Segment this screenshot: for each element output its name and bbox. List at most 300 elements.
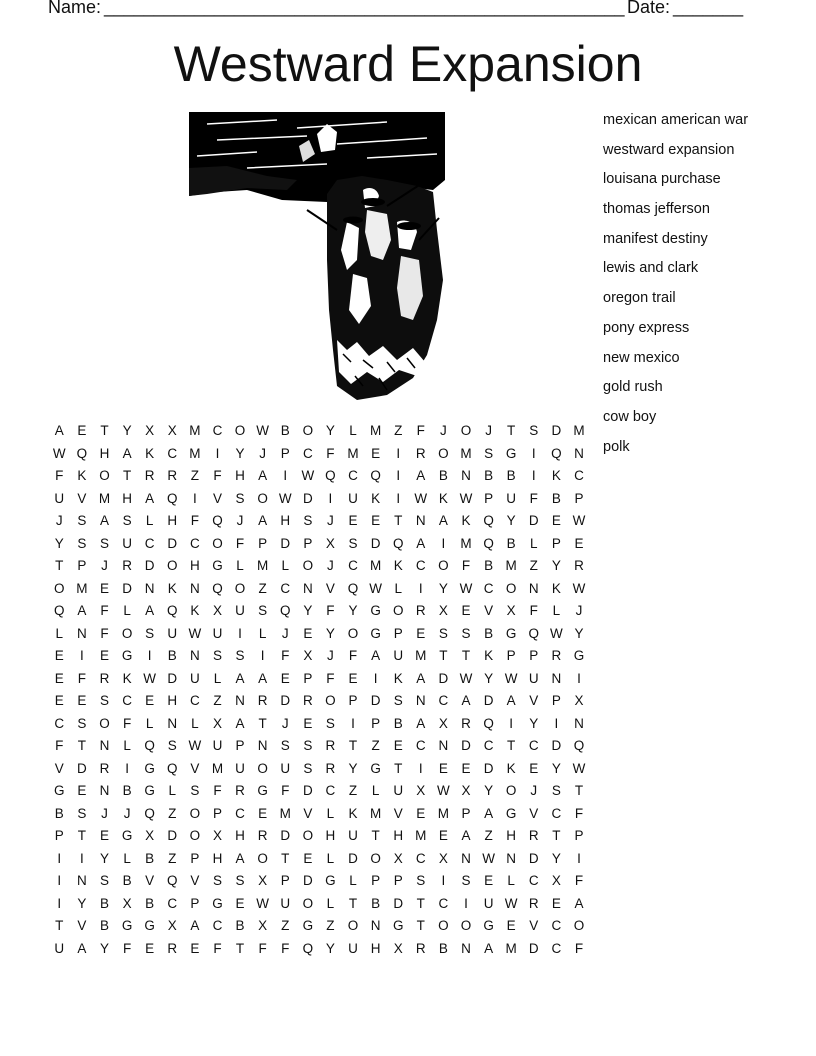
grid-letter[interactable]: X	[393, 850, 403, 866]
grid-letter[interactable]: T	[235, 940, 245, 956]
grid-letter[interactable]: U	[189, 670, 200, 686]
grid-letter[interactable]: Q	[167, 603, 178, 618]
grid-letter[interactable]: D	[393, 895, 404, 911]
grid-letter[interactable]: C	[144, 535, 155, 551]
grid-letter[interactable]: R	[528, 828, 539, 843]
grid-letter[interactable]: O	[302, 828, 314, 843]
grid-letter[interactable]: B	[438, 940, 448, 956]
grid-letter[interactable]: C	[212, 423, 223, 438]
grid-letter[interactable]: F	[213, 783, 222, 798]
grid-letter[interactable]: U	[528, 670, 539, 686]
grid-letter[interactable]: E	[438, 760, 448, 776]
grid-letter[interactable]: F	[55, 738, 64, 753]
grid-letter[interactable]: D	[551, 423, 562, 438]
grid-letter[interactable]: C	[551, 805, 562, 821]
grid-letter[interactable]: S	[167, 738, 177, 753]
grid-letter[interactable]: P	[54, 828, 64, 843]
grid-letter[interactable]: C	[167, 895, 178, 911]
grid-letter[interactable]: S	[235, 648, 245, 663]
grid-letter[interactable]: L	[123, 603, 131, 618]
grid-letter[interactable]: S	[303, 513, 313, 528]
grid-letter[interactable]: N	[235, 693, 245, 708]
grid-letter[interactable]: S	[461, 625, 471, 641]
grid-letter[interactable]: T	[77, 738, 87, 753]
grid-letter[interactable]: W	[256, 423, 270, 438]
grid-letter[interactable]: Q	[483, 715, 494, 731]
grid-letter[interactable]: V	[529, 918, 539, 933]
grid-letter[interactable]: I	[531, 468, 536, 483]
grid-letter[interactable]: U	[348, 490, 358, 506]
grid-letter[interactable]: Q	[167, 873, 178, 888]
grid-letter[interactable]: A	[145, 490, 155, 506]
grid-letter[interactable]: C	[483, 738, 494, 753]
grid-letter[interactable]: B	[54, 805, 64, 821]
grid-letter[interactable]: X	[303, 648, 313, 663]
grid-letter[interactable]: D	[551, 738, 562, 753]
grid-letter[interactable]: L	[191, 715, 199, 731]
grid-letter[interactable]: G	[505, 625, 517, 641]
grid-letter[interactable]: X	[212, 828, 222, 843]
grid-letter[interactable]: E	[54, 693, 64, 708]
grid-letter[interactable]: O	[325, 693, 336, 708]
grid-letter[interactable]: Y	[99, 940, 109, 956]
grid-letter[interactable]: I	[57, 873, 62, 888]
grid-letter[interactable]: D	[483, 760, 494, 776]
grid-letter[interactable]: J	[236, 513, 244, 528]
grid-letter[interactable]: D	[144, 558, 155, 573]
grid-letter[interactable]: O	[257, 490, 268, 506]
grid-letter[interactable]: L	[326, 895, 335, 911]
grid-letter[interactable]: A	[461, 828, 471, 843]
grid-letter[interactable]: I	[396, 468, 401, 483]
grid-letter[interactable]: U	[506, 490, 517, 506]
grid-letter[interactable]: E	[393, 738, 403, 753]
grid-letter[interactable]: E	[371, 513, 381, 528]
grid-letter[interactable]: G	[325, 873, 336, 888]
grid-letter[interactable]: W	[52, 445, 66, 461]
grid-letter[interactable]: W	[256, 895, 270, 911]
grid-letter[interactable]: N	[77, 625, 87, 641]
grid-letter[interactable]: O	[347, 625, 359, 641]
grid-letter[interactable]: I	[147, 648, 152, 663]
grid-letter[interactable]: Z	[168, 850, 177, 866]
grid-letter[interactable]: V	[190, 760, 200, 776]
grid-letter[interactable]: O	[99, 468, 110, 483]
grid-letter[interactable]: U	[235, 760, 245, 776]
grid-letter[interactable]: O	[189, 828, 201, 843]
grid-letter[interactable]: E	[77, 423, 87, 438]
grid-letter[interactable]: A	[235, 715, 245, 731]
grid-letter[interactable]: E	[461, 760, 471, 776]
grid-letter[interactable]: L	[213, 670, 222, 686]
grid-letter[interactable]: O	[257, 850, 268, 866]
grid-letter[interactable]: B	[122, 873, 132, 888]
grid-letter[interactable]: M	[573, 423, 585, 438]
grid-letter[interactable]: L	[349, 873, 357, 888]
grid-letter[interactable]: E	[303, 625, 313, 641]
grid-letter[interactable]: I	[57, 850, 62, 866]
grid-letter[interactable]: G	[121, 828, 133, 843]
grid-letter[interactable]: O	[121, 625, 133, 641]
grid-letter[interactable]: P	[212, 805, 222, 821]
grid-letter[interactable]: S	[235, 490, 245, 506]
grid-letter[interactable]: J	[440, 423, 447, 438]
grid-letter[interactable]: F	[574, 805, 584, 821]
grid-letter[interactable]: Q	[483, 513, 494, 528]
grid-letter[interactable]: E	[529, 760, 539, 776]
grid-letter[interactable]: P	[551, 535, 561, 551]
grid-letter[interactable]: G	[212, 558, 223, 573]
grid-letter[interactable]: M	[189, 423, 201, 438]
grid-letter[interactable]: F	[281, 783, 290, 798]
grid-letter[interactable]: M	[415, 828, 427, 843]
grid-letter[interactable]: R	[257, 693, 268, 708]
grid-letter[interactable]: P	[371, 715, 381, 731]
grid-letter[interactable]: S	[484, 445, 494, 461]
grid-letter[interactable]: D	[280, 828, 291, 843]
grid-letter[interactable]: I	[80, 850, 84, 866]
grid-letter[interactable]: F	[55, 468, 64, 483]
grid-letter[interactable]: D	[302, 873, 313, 888]
grid-letter[interactable]: A	[461, 693, 471, 708]
grid-letter[interactable]: W	[437, 783, 450, 798]
grid-letter[interactable]: R	[99, 670, 110, 686]
grid-letter[interactable]: H	[325, 828, 336, 843]
grid-letter[interactable]: C	[235, 805, 245, 821]
grid-letter[interactable]: C	[483, 580, 494, 596]
grid-letter[interactable]: X	[145, 828, 155, 843]
grid-letter[interactable]: H	[280, 513, 291, 528]
grid-letter[interactable]: E	[416, 625, 426, 641]
name-field[interactable]: ____________________________________________________	[104, 0, 625, 17]
grid-letter[interactable]: C	[551, 918, 562, 933]
grid-letter[interactable]: C	[438, 895, 449, 911]
grid-letter[interactable]: A	[145, 603, 155, 618]
grid-letter[interactable]: I	[57, 895, 62, 911]
grid-letter[interactable]: K	[190, 603, 200, 618]
grid-letter[interactable]: R	[325, 738, 336, 753]
grid-letter[interactable]: M	[211, 760, 224, 776]
grid-letter[interactable]: C	[167, 445, 178, 461]
grid-letter[interactable]: C	[551, 940, 562, 956]
grid-letter[interactable]: B	[235, 918, 245, 933]
grid-letter[interactable]: C	[325, 783, 336, 798]
grid-letter[interactable]: M	[347, 445, 359, 461]
grid-letter[interactable]: S	[235, 873, 245, 888]
grid-letter[interactable]: N	[506, 850, 517, 866]
grid-letter[interactable]: B	[99, 918, 109, 933]
grid-letter[interactable]: C	[528, 873, 539, 888]
grid-letter[interactable]: N	[189, 580, 200, 596]
grid-letter[interactable]: S	[77, 535, 87, 551]
grid-letter[interactable]: D	[528, 513, 539, 528]
grid-letter[interactable]: Q	[212, 580, 223, 596]
grid-letter[interactable]: O	[370, 850, 381, 866]
grid-letter[interactable]: R	[574, 558, 584, 573]
grid-letter[interactable]: S	[551, 783, 561, 798]
grid-letter[interactable]: X	[393, 940, 403, 956]
grid-letter[interactable]: F	[461, 558, 471, 573]
grid-letter[interactable]: U	[393, 648, 404, 663]
grid-letter[interactable]: A	[506, 693, 516, 708]
grid-letter[interactable]: J	[530, 783, 538, 798]
grid-letter[interactable]: M	[189, 445, 201, 461]
grid-letter[interactable]: O	[438, 445, 449, 461]
grid-letter[interactable]: A	[235, 670, 245, 686]
grid-letter[interactable]: Y	[484, 783, 494, 798]
grid-letter[interactable]: L	[55, 625, 64, 641]
grid-letter[interactable]: I	[80, 648, 84, 663]
date-field[interactable]: _______	[673, 0, 744, 17]
grid-letter[interactable]: O	[189, 805, 201, 821]
grid-letter[interactable]: H	[99, 445, 110, 461]
grid-letter[interactable]: G	[121, 648, 133, 663]
grid-letter[interactable]: M	[415, 648, 427, 663]
grid-letter[interactable]: M	[437, 805, 450, 821]
grid-letter[interactable]: X	[167, 423, 177, 438]
grid-letter[interactable]: L	[145, 513, 154, 528]
grid-letter[interactable]: T	[416, 895, 425, 911]
grid-letter[interactable]: A	[416, 535, 426, 551]
grid-letter[interactable]: X	[438, 850, 448, 866]
grid-letter[interactable]: N	[167, 715, 178, 731]
grid-letter[interactable]: V	[54, 760, 64, 776]
grid-letter[interactable]: K	[551, 580, 561, 596]
grid-letter[interactable]: P	[303, 670, 313, 686]
grid-letter[interactable]: P	[190, 895, 200, 911]
grid-letter[interactable]: E	[348, 670, 358, 686]
grid-letter[interactable]: E	[348, 513, 358, 528]
grid-letter[interactable]: Z	[213, 693, 222, 708]
grid-letter[interactable]: E	[461, 603, 471, 618]
grid-letter[interactable]: T	[281, 850, 290, 866]
grid-letter[interactable]: Q	[370, 468, 381, 483]
grid-letter[interactable]: X	[551, 873, 561, 888]
grid-letter[interactable]: Y	[77, 895, 87, 911]
grid-letter[interactable]: Q	[76, 445, 88, 461]
grid-letter[interactable]: G	[257, 783, 268, 798]
grid-letter[interactable]: I	[441, 535, 446, 551]
grid-letter[interactable]: S	[77, 513, 87, 528]
grid-letter[interactable]: A	[438, 513, 448, 528]
grid-letter[interactable]: O	[302, 558, 314, 573]
grid-letter[interactable]: B	[438, 468, 448, 483]
grid-letter[interactable]: K	[506, 760, 516, 776]
grid-letter[interactable]: Q	[144, 738, 155, 753]
grid-letter[interactable]: M	[369, 805, 382, 821]
grid-letter[interactable]: X	[461, 783, 471, 798]
grid-letter[interactable]: F	[348, 648, 358, 663]
grid-letter[interactable]: F	[416, 423, 425, 438]
grid-letter[interactable]: S	[393, 693, 403, 708]
grid-letter[interactable]: G	[370, 625, 381, 641]
grid-letter[interactable]: D	[302, 490, 313, 506]
grid-letter[interactable]: I	[531, 445, 536, 461]
grid-letter[interactable]: I	[328, 490, 333, 506]
grid-letter[interactable]: N	[370, 918, 381, 933]
grid-letter[interactable]: Z	[258, 580, 267, 596]
grid-letter[interactable]: R	[415, 445, 426, 461]
grid-letter[interactable]: I	[441, 873, 446, 888]
grid-letter[interactable]: O	[234, 423, 246, 438]
grid-letter[interactable]: F	[326, 603, 335, 618]
grid-letter[interactable]: L	[145, 715, 154, 731]
grid-letter[interactable]: T	[394, 760, 403, 776]
grid-letter[interactable]: N	[144, 580, 155, 596]
grid-letter[interactable]: L	[371, 783, 380, 798]
grid-letter[interactable]: N	[99, 783, 110, 798]
grid-letter[interactable]: F	[326, 670, 335, 686]
grid-letter[interactable]: P	[77, 558, 87, 573]
grid-letter[interactable]: Y	[484, 670, 494, 686]
grid-letter[interactable]: K	[145, 445, 155, 461]
grid-letter[interactable]: D	[167, 535, 178, 551]
grid-letter[interactable]: S	[438, 625, 448, 641]
grid-letter[interactable]: Y	[348, 760, 358, 776]
grid-letter[interactable]: F	[100, 603, 109, 618]
grid-letter[interactable]: A	[484, 940, 494, 956]
grid-letter[interactable]: Y	[325, 625, 335, 641]
grid-letter[interactable]: Y	[122, 423, 132, 438]
grid-letter[interactable]: W	[278, 490, 292, 506]
grid-letter[interactable]: Z	[371, 738, 380, 753]
grid-letter[interactable]: T	[394, 513, 403, 528]
grid-letter[interactable]: H	[122, 490, 132, 506]
grid-letter[interactable]: Q	[167, 760, 178, 776]
grid-letter[interactable]: C	[528, 738, 539, 753]
grid-letter[interactable]: Q	[167, 490, 178, 506]
grid-letter[interactable]: O	[212, 535, 223, 551]
grid-letter[interactable]: E	[551, 895, 561, 911]
grid-letter[interactable]: B	[145, 895, 155, 911]
grid-letter[interactable]: K	[393, 670, 403, 686]
grid-letter[interactable]: O	[438, 558, 449, 573]
grid-letter[interactable]: Y	[438, 580, 448, 596]
grid-letter[interactable]: Y	[54, 535, 64, 551]
grid-letter[interactable]: P	[371, 873, 381, 888]
grid-letter[interactable]: W	[482, 850, 495, 866]
grid-letter[interactable]: G	[505, 445, 517, 461]
grid-letter[interactable]: L	[349, 423, 357, 438]
grid-letter[interactable]: F	[213, 940, 222, 956]
grid-letter[interactable]: O	[392, 603, 404, 618]
grid-letter[interactable]: X	[438, 715, 448, 731]
grid-letter[interactable]: T	[348, 738, 358, 753]
grid-letter[interactable]: M	[505, 558, 517, 573]
grid-letter[interactable]: W	[504, 670, 518, 686]
grid-letter[interactable]: U	[280, 760, 291, 776]
grid-letter[interactable]: G	[573, 648, 585, 663]
grid-letter[interactable]: O	[302, 895, 314, 911]
grid-letter[interactable]: O	[505, 580, 517, 596]
grid-letter[interactable]: Z	[326, 918, 335, 933]
grid-letter[interactable]: O	[167, 558, 178, 573]
grid-letter[interactable]: T	[100, 423, 109, 438]
grid-letter[interactable]: D	[280, 535, 291, 551]
grid-letter[interactable]: B	[122, 783, 132, 798]
grid-letter[interactable]: O	[302, 423, 314, 438]
grid-letter[interactable]: Q	[302, 940, 314, 956]
grid-letter[interactable]: D	[483, 693, 494, 708]
grid-letter[interactable]: P	[280, 445, 290, 461]
grid-letter[interactable]: D	[167, 828, 178, 843]
grid-letter[interactable]: A	[258, 670, 268, 686]
grid-letter[interactable]: F	[122, 940, 132, 956]
grid-letter[interactable]: H	[235, 468, 245, 483]
grid-letter[interactable]: S	[145, 625, 155, 641]
grid-letter[interactable]: P	[235, 738, 245, 753]
grid-letter[interactable]: F	[574, 873, 584, 888]
grid-letter[interactable]: K	[371, 490, 381, 506]
grid-letter[interactable]: X	[122, 895, 132, 911]
grid-letter[interactable]: X	[212, 603, 222, 618]
grid-letter[interactable]: E	[574, 535, 584, 551]
grid-letter[interactable]: K	[551, 468, 561, 483]
grid-letter[interactable]: S	[258, 603, 268, 618]
grid-letter[interactable]: G	[483, 918, 494, 933]
grid-letter[interactable]: E	[99, 828, 109, 843]
grid-letter[interactable]: J	[55, 513, 63, 528]
grid-letter[interactable]: L	[530, 535, 538, 551]
grid-letter[interactable]: S	[99, 535, 109, 551]
grid-letter[interactable]: D	[348, 850, 358, 866]
grid-letter[interactable]: E	[551, 513, 561, 528]
grid-letter[interactable]: I	[215, 445, 220, 461]
grid-letter[interactable]: S	[461, 873, 471, 888]
grid-letter[interactable]: M	[369, 558, 382, 573]
grid-letter[interactable]: O	[573, 918, 585, 933]
grid-letter[interactable]: D	[280, 693, 291, 708]
grid-letter[interactable]: S	[99, 693, 109, 708]
grid-letter[interactable]: O	[347, 918, 359, 933]
grid-letter[interactable]: R	[257, 828, 268, 843]
grid-letter[interactable]: E	[506, 918, 516, 933]
grid-letter[interactable]: B	[371, 895, 381, 911]
grid-letter[interactable]: R	[122, 558, 132, 573]
grid-letter[interactable]: M	[98, 490, 111, 506]
grid-letter[interactable]: A	[416, 715, 426, 731]
grid-letter[interactable]: A	[258, 468, 268, 483]
grid-letter[interactable]: B	[145, 850, 155, 866]
grid-letter[interactable]: U	[348, 828, 358, 843]
grid-letter[interactable]: Y	[348, 603, 358, 618]
grid-letter[interactable]: Q	[54, 603, 65, 618]
grid-letter[interactable]: Q	[483, 535, 494, 551]
grid-letter[interactable]: E	[258, 805, 268, 821]
grid-letter[interactable]: E	[77, 783, 87, 798]
grid-letter[interactable]: B	[506, 468, 516, 483]
grid-letter[interactable]: Z	[281, 918, 290, 933]
grid-letter[interactable]: T	[371, 828, 380, 843]
grid-letter[interactable]: Y	[506, 513, 516, 528]
grid-letter[interactable]: N	[574, 445, 584, 461]
grid-letter[interactable]: P	[551, 693, 561, 708]
grid-letter[interactable]: H	[235, 828, 245, 843]
grid-letter[interactable]: E	[54, 670, 64, 686]
grid-letter[interactable]: U	[122, 535, 132, 551]
grid-letter[interactable]: O	[257, 760, 268, 776]
grid-letter[interactable]: O	[460, 423, 472, 438]
grid-letter[interactable]: V	[484, 603, 494, 618]
grid-letter[interactable]: Y	[529, 715, 539, 731]
grid-letter[interactable]: Y	[99, 850, 109, 866]
grid-letter[interactable]: I	[418, 580, 423, 596]
grid-letter[interactable]: Z	[484, 828, 493, 843]
grid-letter[interactable]: O	[54, 580, 65, 596]
grid-letter[interactable]: C	[122, 693, 132, 708]
grid-letter[interactable]: U	[235, 603, 245, 618]
grid-letter[interactable]: B	[484, 625, 494, 641]
